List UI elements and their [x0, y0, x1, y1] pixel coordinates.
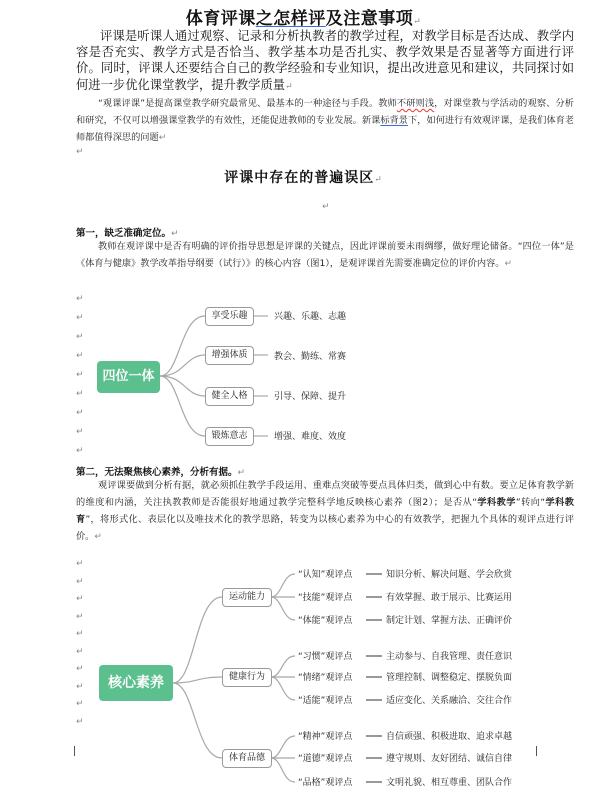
diagram2-branch-health-behavior: 健康行为: [222, 668, 272, 687]
document-title: 体育评课之怎样评及注意事项↵: [185, 9, 422, 29]
diagram1-leaf-willpower: 增强、难度、效度: [274, 432, 347, 442]
diagram1-branch-enjoy: 享受乐趣: [205, 307, 254, 326]
diagram2-point: “适能”观评点: [298, 696, 353, 706]
paragraph-marks-column-1: ↵ ↵ ↵ ↵ ↵ ↵ ↵ ↵ ↵: [76, 294, 84, 456]
diagram2-point: “认知”观评点: [298, 570, 353, 580]
diagram2-point: “品格”观评点: [298, 778, 353, 788]
diagram2-leaf: 知识分析、解决问题、学会欣赏: [386, 570, 513, 580]
diagram2-leaf: 主动参与、自我管理、责任意识: [386, 652, 513, 662]
diagram2-point: “体能”观评点: [298, 616, 353, 626]
heading-core-literacy: 第二，无法聚焦核心素养，分析有据。↵: [76, 467, 246, 478]
diagram2-leaf: 适应变化、关系融洽、交往合作: [386, 696, 513, 706]
diagram2-leaf: 有效掌握、敢于展示、比赛运用: [386, 593, 513, 603]
diagram2-point: “情绪”观评点: [298, 673, 353, 683]
diagram1-leaf-personality: 引导、保障、提升: [274, 392, 347, 402]
diagram2-leaf: 制定计划、掌握方法、正确评价: [386, 616, 513, 626]
diagram2-leaf: 自信顽强、积极进取、追求卓越: [386, 732, 513, 742]
diagram2-point: “技能”观评点: [298, 593, 353, 603]
diagram2-branch-motor-ability: 运动能力: [222, 588, 272, 607]
diagram2-point: “道德”观评点: [298, 754, 353, 764]
diagram2-point: “精神”观评点: [298, 732, 353, 742]
diagram1-leaf-enjoy: 兴趣、乐趣、志趣: [274, 312, 347, 322]
paragraph-core-literacy: 观评课要做到分析有据，就必须抓住教学手段运用、重难点突破等要点具体归类，做到心中有数。要立足体育教学新的维度和内涵，关注执教教师是否能很好地通过教学完整科学地反映核心素养（图2）；是否从“学科教学”转向“学科教育”，将形式化、表层化以及唯技术化的教学思路，转变为以核心素养为中心的有效教学，把握九个具体的观评点进行评价。↵: [76, 480, 575, 542]
paragraph-marks-column-2: ↵ ↵ ↵ ↵ ↵ ↵ ↵ ↵ ↵ ↵: [76, 559, 84, 727]
diagram2-leaf: 遵守规则、友好团结、诚信自律: [386, 754, 513, 764]
page-corner-mark-right: [536, 746, 545, 756]
paragraph-observation: “观课评课”是提高课堂教学研究最常见、最基本的一种途径与手段。教师不研则浅，对课堂教与学活动的观察、分析和研究，不仅可以增强课堂教学的有效性，还能促进教师的专业发展。新课标背景下，如何进行有效观评课，是我们体育老师都值得深思的问题↵: [76, 98, 575, 143]
section-title: 评课中存在的普遍误区↵: [224, 170, 383, 186]
diagram1-center-node: 四位一体: [97, 361, 160, 393]
diagram1-branch-personality: 健全人格: [205, 387, 254, 406]
paragraph-mark: ↵: [76, 147, 84, 157]
diagram2-leaf: 管理控制、调整稳定、摆脱负面: [386, 673, 513, 683]
diagram2-center-node: 核心素养: [99, 665, 173, 701]
diagram2-leaf: 文明礼貌、相互尊重、团队合作: [386, 778, 513, 788]
heading-lack-positioning: 第一，缺乏准确定位。↵: [76, 228, 179, 239]
page-corner-mark-left: [66, 746, 75, 756]
paragraph-mark: ↵: [322, 202, 330, 212]
diagram1-branch-physique: 增强体质: [205, 346, 254, 365]
diagram2-point: “习惯”观评点: [298, 652, 353, 662]
diagram1-leaf-physique: 教会、勤练、常赛: [274, 352, 347, 362]
diagram2-branch-sport-morality: 体育品德: [222, 749, 272, 768]
diagram1-branch-willpower: 锻炼意志: [205, 427, 254, 446]
paragraph-positioning: 教师在观评课中是否有明确的评价指导思想是评课的关键点，因此评课前要未雨绸缪，做好理论储备。“四位一体”是《体育与健康》教学改革指导纲要（试行）》的核心内容（图1），是观评课首先需要准确定位的评价内容。↵: [76, 241, 574, 269]
intro-paragraph: 评课是听课人通过观察、记录和分析执教者的教学过程，对教学目标是否达成、教学内容是否充实、教学方式是否恰当、教学基本功是否扎实、教学效果是否显著等方面进行评价。同时，评课人还要结合自己的教学经验和专业知识，提出改进意见和建议，共同探讨如何进一步优化课堂教学，提升教学质量↵: [76, 29, 574, 92]
